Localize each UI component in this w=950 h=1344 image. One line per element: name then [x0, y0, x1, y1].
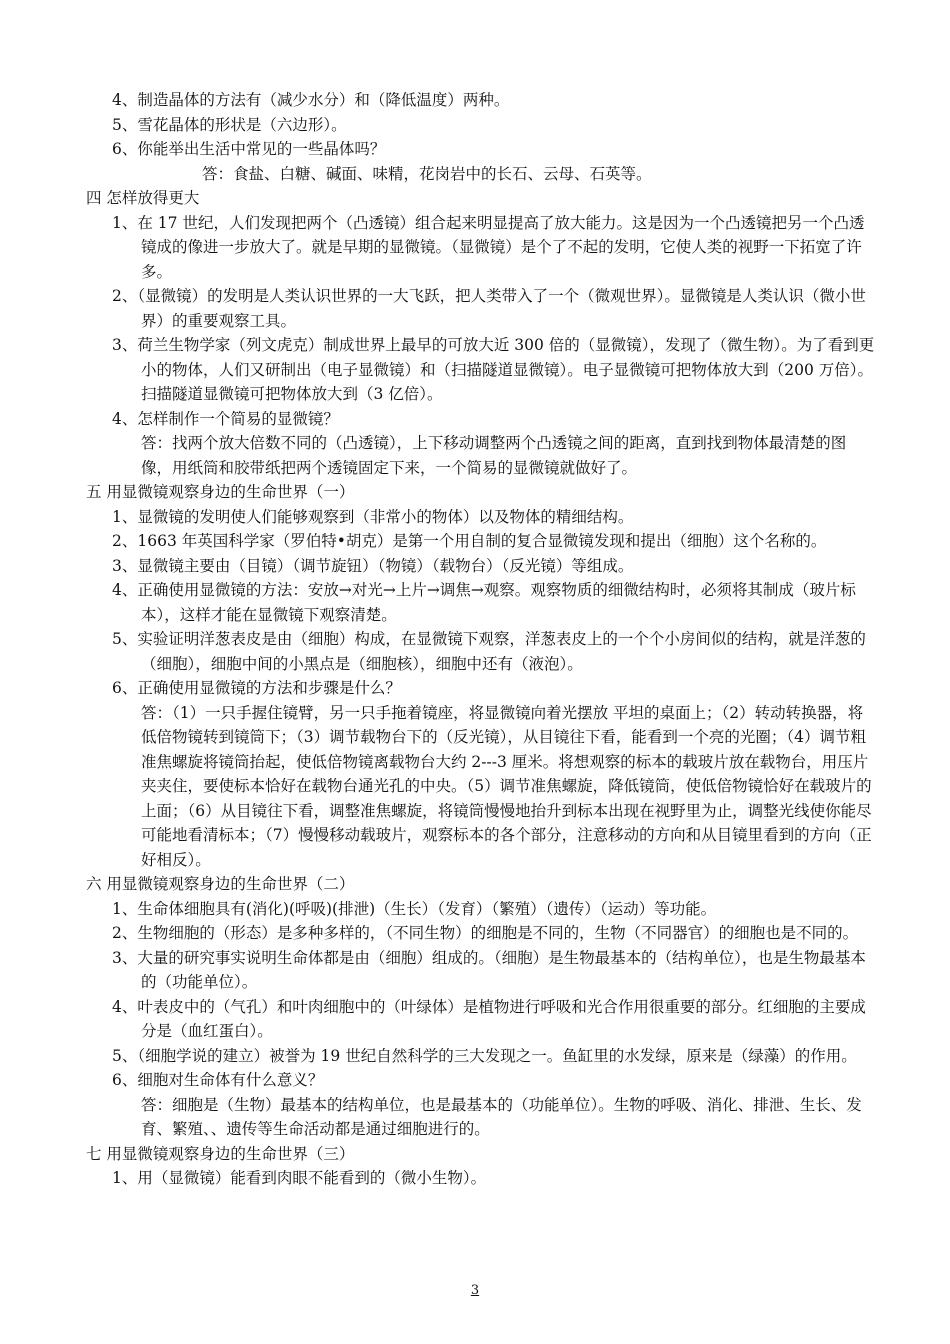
- list-item: 4、制造晶体的方法有（减少水分）和（降低温度）两种。: [112, 91, 510, 109]
- list-item: 4、正确使用显微镜的方法：安放→对光→上片→调焦→观察。观察物质的细微结构时，必须将其制成（玻片标本），这样才能在显微镜下观察清楚。: [112, 581, 856, 624]
- list-item: 3、显微镜主要由（目镜）（调节旋钮）（物镜）（载物台）（反光镜）等组成。: [112, 556, 634, 575]
- list-item: 4、叶表皮中的（气孔）和叶肉细胞中的（叶绿体）是植物进行呼吸和光合作用很重要的部分。红细胞的主要成分是（血红蛋白）。: [112, 997, 866, 1040]
- list-item: 3、荷兰生物学家（列文虎克）制成世界上最早的可放大近 300 倍的（显微镜），发现了（微生物）。为了看到更小的物体，人们又研制出（电子显微镜）和（扫描隧道显微镜）。电子显微镜可把物体放大到（200 万倍）。扫描隧道显微镜可把物体放大到（3 亿倍）。: [112, 336, 875, 403]
- list-item: 2、1663 年英国科学家（罗伯特•胡克）是第一个用自制的复合显微镜发现和提出（细胞）这个名称的。: [112, 532, 827, 550]
- list-item: 2、生物细胞的（形态）是多种多样的，（不同生物）的细胞是不同的，生物（不同器官）的细胞也是不同的。: [112, 924, 859, 942]
- list-item: 5、（细胞学说的建立）被誉为 19 世纪自然科学的三大发现之一。鱼缸里的水发绿，原来是（绿藻）的作用。: [112, 1046, 857, 1065]
- answer-text: 答：细胞是（生物）最基本的结构单位，也是最基本的（功能单位）。生物的呼吸、消化、排泄、生长、发育、繁殖、、遗传等生命活动都是通过细胞进行的。: [141, 1095, 862, 1138]
- list-item: 6、你能举出生活中常见的一些晶体吗？: [112, 140, 386, 158]
- list-item: 1、用（显微镜）能看到肉眼不能看到的（微小生物）。: [112, 1169, 487, 1187]
- list-item: 1、显微镜的发明使人们能够观察到（非常小的物体）以及物体的精细结构。: [112, 507, 634, 526]
- list-item: 4、怎样制作一个简易的显微镜？: [112, 409, 339, 428]
- list-item: 5、雪花晶体的形状是（六边形）。: [112, 115, 347, 134]
- page-number: 3: [470, 1283, 480, 1298]
- list-item: 1、在 17 世纪，人们发现把两个（凸透镜）组合起来明显提高了放大能力。这是因为一个凸透镜把另一个凸透镜成的像进一步放大了。就是早期的显微镜。（显微镜）是个了不起的发明，它使人类的视野一下拓宽了许多。: [112, 213, 865, 281]
- section-heading: 七 用显微镜观察身边的生命世界（三）: [86, 1144, 355, 1163]
- list-item: 6、细胞对生命体有什么意义？: [112, 1071, 324, 1089]
- list-item: 2、（显微镜）的发明是人类认识世界的一大飞跃，把人类带入了一个（微观世界）。显微镜是人类认识（微小世界）的重要观察工具。: [112, 287, 866, 330]
- answer-text: 答：找两个放大倍数不同的（凸透镜），上下移动调整两个凸透镜之间的距离，直到找到物体最清楚的图像，用纸筒和胶带纸把两个透镜固定下来，一个简易的显微镜就做好了。: [141, 434, 847, 477]
- list-item: 6、正确使用显微镜的方法和步骤是什么？: [112, 679, 401, 697]
- list-item: 1、生命体细胞具有(消化)(呼吸)(排泄)（生长）（发育）（繁殖）（遗传）（运动）等功能。: [112, 899, 717, 918]
- list-item: 5、实验证明洋葱表皮是由（细胞）构成，在显微镜下观察，洋葱表皮上的一个个小房间似的结构，就是洋葱的（细胞），细胞中间的小黑点是（细胞核），细胞中还有（液泡）。: [112, 630, 866, 673]
- list-item: 3、大量的研究事实说明生命体都是由（细胞）组成的。（细胞）是生物最基本的（结构单位），也是生物最基本的（功能单位）。: [112, 948, 866, 991]
- section-heading: 四 怎样放得更大: [86, 189, 200, 207]
- section-heading: 五 用显微镜观察身边的生命世界（一）: [86, 483, 355, 501]
- answer-text: 答：（1）一只手握住镜臂，另一只手拖着镜座，将显微镜向着光摆放 平坦的桌面上；（2）转动转换器，将低倍物镜转到镜筒下；（3）调节载物台下的（反光镜），从目镜往下看，能看到一个亮的光圈；（4）调节粗准焦螺旋将镜筒抬起，使低倍物镜离载物台大约 2---3 厘米。将想观察的标本的载玻片放在载物台，用压片夹夹住，要使标本恰好在载物台通光孔的中央。（5）调节准焦螺旋，降低镜筒，使低倍物镜恰好在载玻片的上面；（6）从目镜往下看，调整准焦螺旋，将镜筒慢慢地抬升到标本出现在视野里为止，调整光线使你能尽可能地看清标本；（7）慢慢移动载玻片，观察标本的各个部分，注意移动的方向和从目镜里看到的方向（正好相反）。: [141, 703, 872, 869]
- section-heading: 六 用显微镜观察身边的生命世界（二）: [86, 875, 355, 893]
- answer-text: 答：食盐、白糖、碱面、味精，花岗岩中的长石、云母、石英等。: [202, 164, 652, 183]
- document-body: [86, 88, 876, 1191]
